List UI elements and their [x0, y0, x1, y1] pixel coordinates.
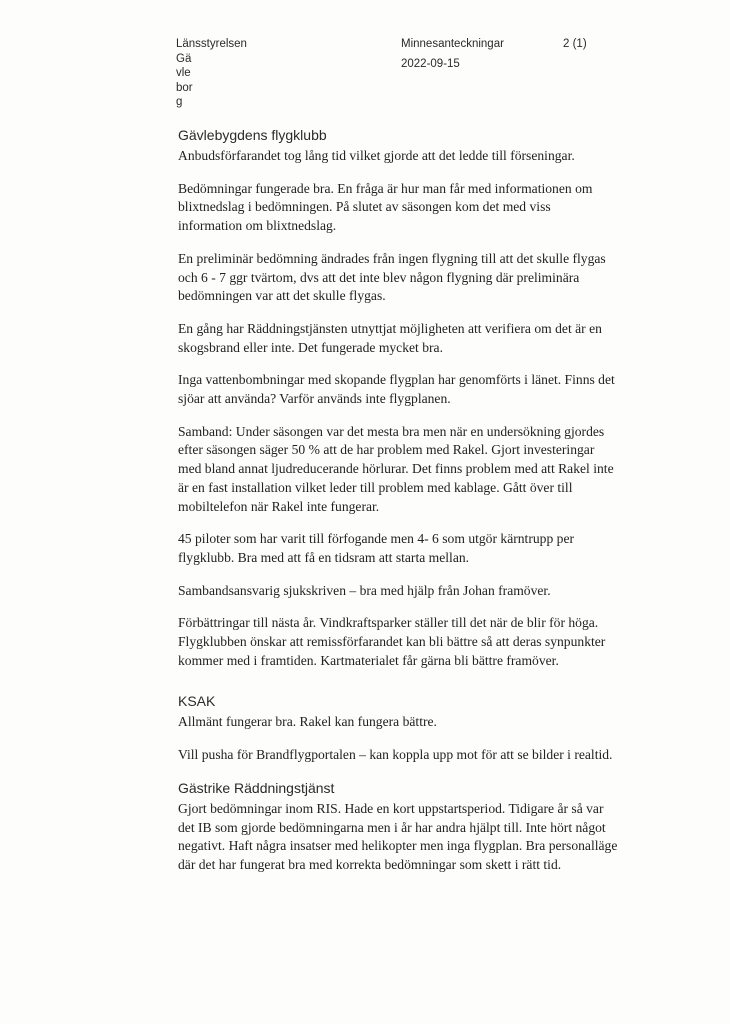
paragraph: Vill pusha för Brandflygportalen – kan koppla upp mot för att se bilder i realtid.	[178, 747, 613, 763]
paragraph: Samband: Under säsongen var det mesta bra men när en undersökning gjordes efter säsongen säger 50 % att de har problem med Rakel. Gjort investeringar med bland annat ljudreducerande hörlurar. Det finns problem med att Rakel inte är en fast installation vilket leder till problem med kablage. Gått över till mobiltelefon när Rakel inte fungerar.	[178, 423, 614, 514]
document-body	[178, 126, 618, 889]
organization-name	[176, 37, 247, 110]
page-number: 2 (1)	[563, 38, 587, 50]
section-heading: Gävlebygdens flygklubb	[178, 127, 327, 143]
org-line: bor	[176, 81, 193, 94]
document-type: Minnesanteckningar	[401, 38, 504, 50]
paragraph: Bedömningar fungerade bra. En fråga är hur man får med informationen om blixtnedslag i bedömningen. På slutet av säsongen kom det med viss information om blixtnedslag.	[178, 180, 593, 234]
section-ksak	[178, 692, 618, 764]
section-heading: Gästrike Räddningstjänst	[178, 779, 335, 796]
section-heading: KSAK	[178, 693, 216, 710]
paragraph: 45 piloter som har varit till förfogande men 4- 6 som utgör kärntrupp per flygklubb. Bra med att få en tidsram att starta mellan.	[178, 531, 575, 565]
paragraph: Förbättringar till nästa år. Vindkraftsparker ställer till det när de blir för höga. Flygklubben önskar att remissförfarandet kan bli bättre så att deras synpunkter kommer med i framtiden. Kartmaterialet får gärna bli bättre framöver.	[178, 615, 606, 668]
paragraph: Gjort bedömningar inom RIS. Hade en kort uppstartsperiod. Tidigare år så var det IB som gjorde bedömningarna men i år har andra hjälpt till. Inte hört något negativt. Haft några insatser med helikopter men inga flygplan. Bra personalläge där det har fungerat bra med korrekta bedömningar som skett i rätt tid.	[178, 800, 618, 872]
org-line: Gä	[176, 52, 192, 65]
paragraph: En gång har Räddningstjänsten utnyttjat möjligheten att verifiera om det är en skogsbrand eller inte. Det fungerade mycket bra.	[178, 320, 602, 355]
paragraph: En preliminär bedömning ändrades från ingen flygning till att det skulle flygas och 6 - 7 ggr tvärtom, dvs att det inte blev någon flygning där preliminära bedömningen var att det skulle flygas.	[178, 250, 606, 304]
org-line: g	[176, 96, 183, 108]
org-line: Länsstyrelsen	[176, 38, 247, 50]
document-date: 2022-09-15	[401, 58, 460, 70]
paragraph: Allmänt fungerar bra. Rakel kan fungera bättre.	[178, 714, 437, 730]
section-gastrike-raddningstjanst	[178, 779, 618, 875]
paragraph: Anbudsförfarandet tog lång tid vilket gjorde att det ledde till förseningar.	[178, 148, 575, 163]
section-gavlebygdens-flygklubb	[178, 126, 618, 670]
org-line: vle	[176, 67, 191, 79]
paragraph: Sambandsansvarig sjukskriven – bra med hjälp från Johan framöver.	[178, 582, 551, 598]
paragraph: Inga vattenbombningar med skopande flygplan har genomförts i länet. Finns det sjöar att använda? Varför används inte flygplanen.	[178, 372, 615, 407]
